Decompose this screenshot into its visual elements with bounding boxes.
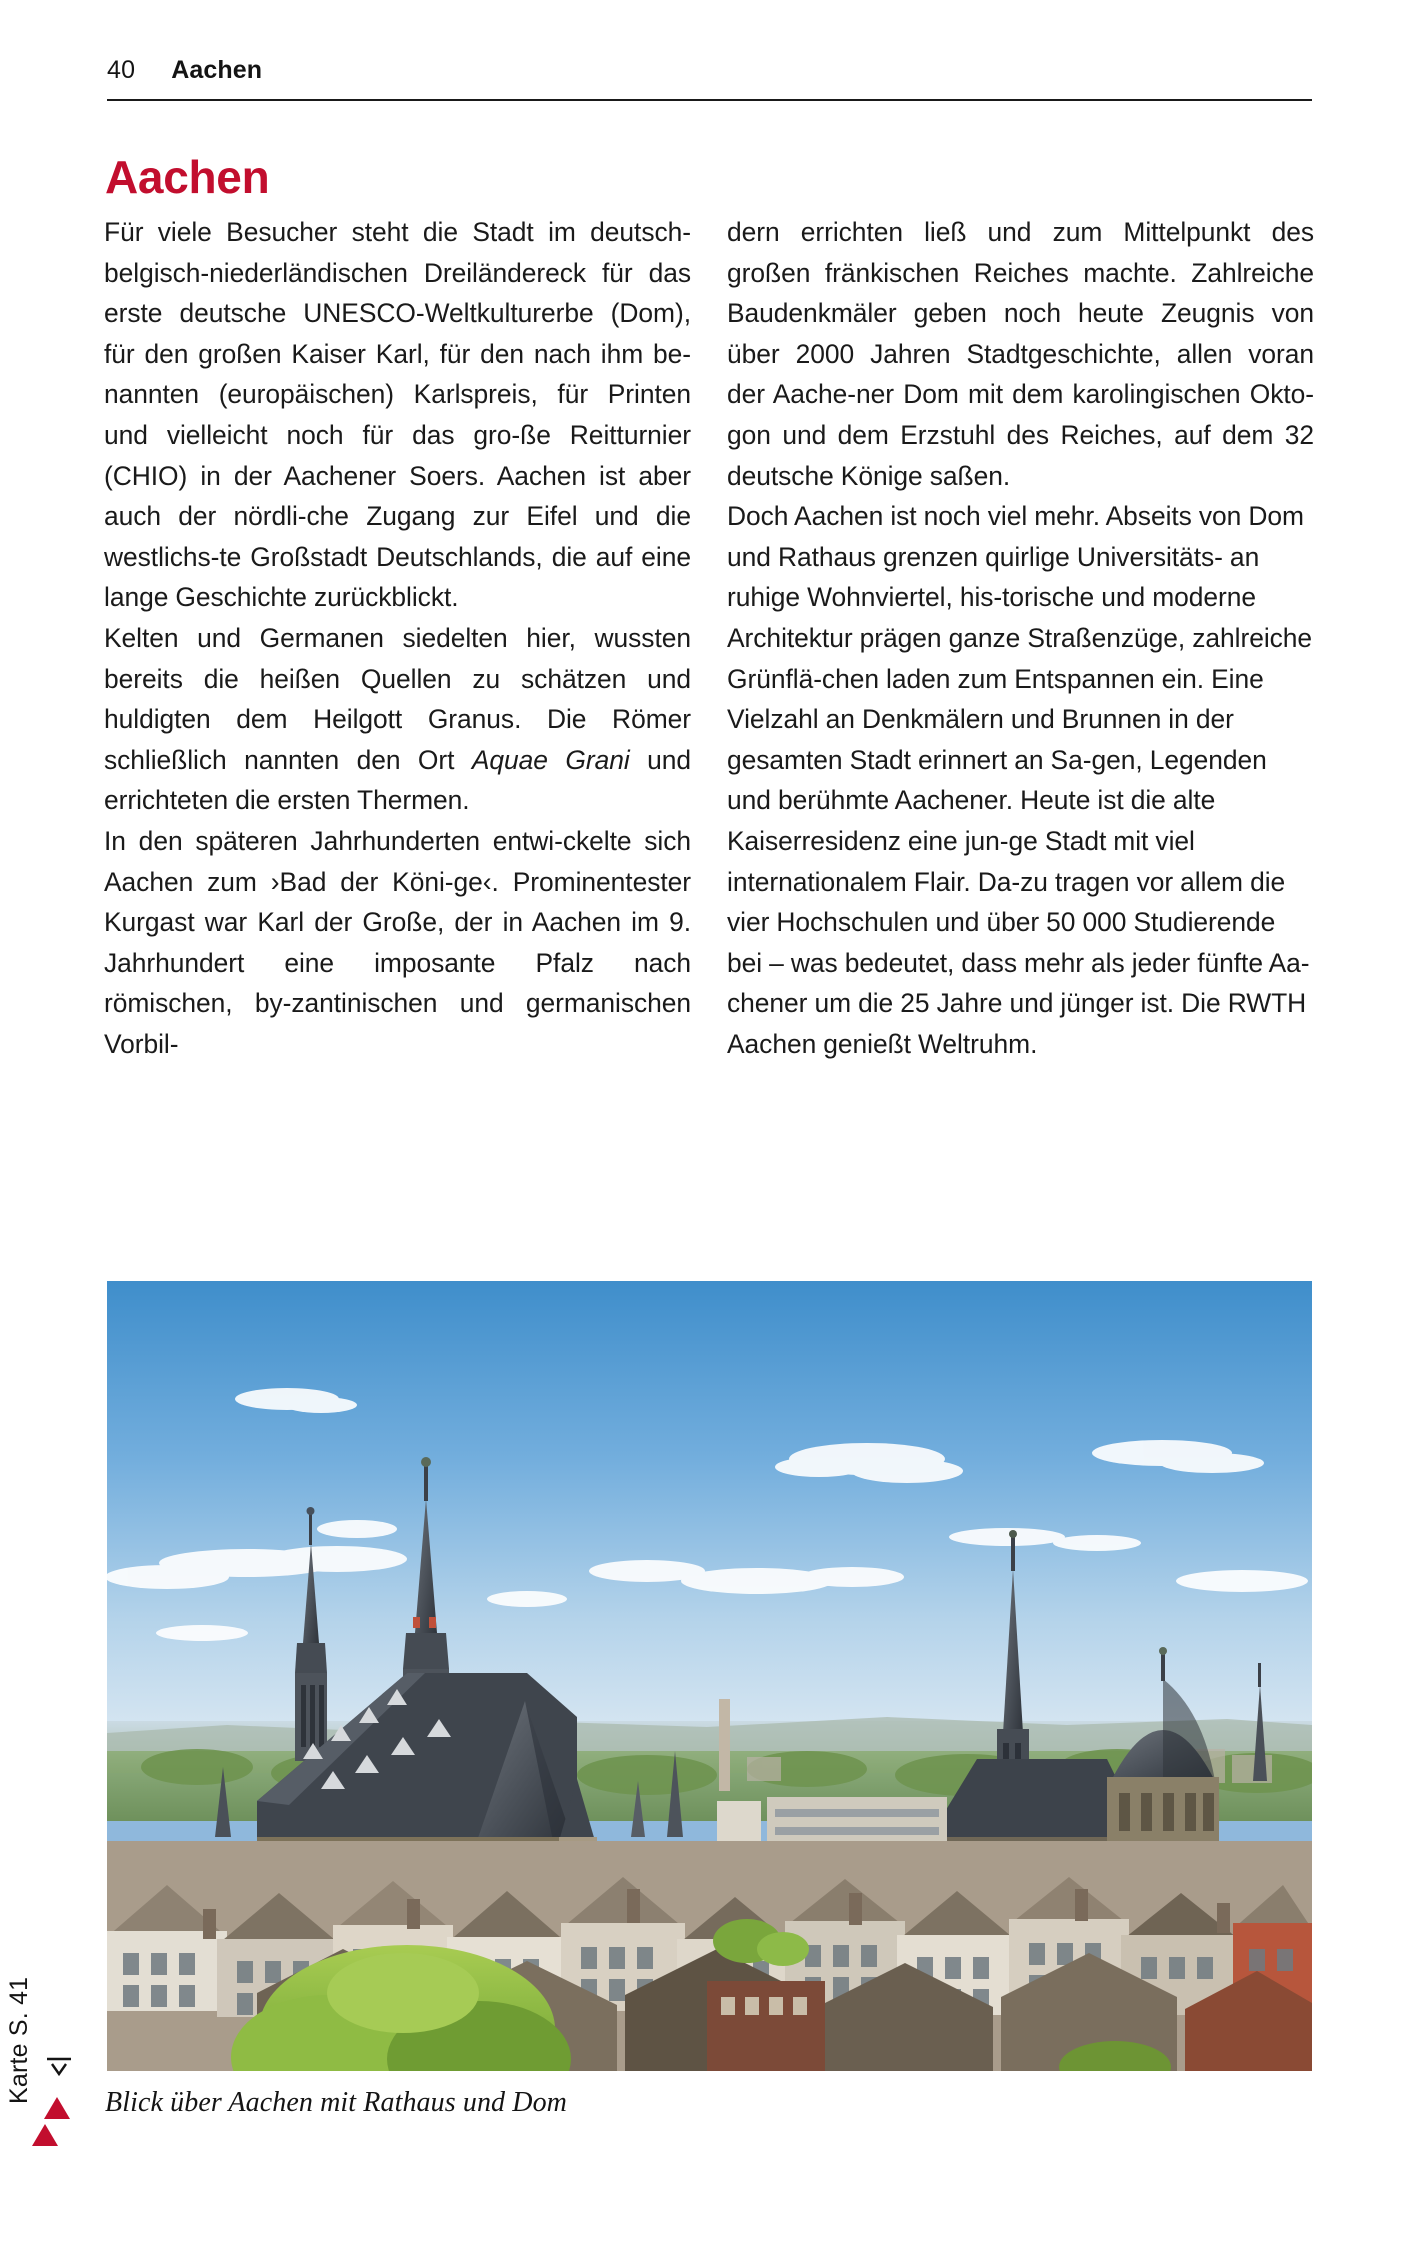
crop-mark-icon	[44, 2055, 74, 2081]
paragraph-modern-city-text: Doch Aachen ist noch viel mehr. Abseits von Dom und Rathaus grenzen quirlige Universitäts- an ruhige Wohnviertel, his-torische und moderne Architektur prägen ganze Straßenzüge, zahlreiche Grünflä-chen laden zum Entspannen ein. Eine Vielzahl an Denkmälern und Brunnen in der gesamten Stadt erinnert an Sa-gen, Legenden und berühmte Aachener. Heute ist die alte Kaiserresidenz eine jun-ge Stadt mit viel internationalem Flair. Da-zu tragen vor allem die vier Hochschulen und über 50 000 Studierende bei – was bedeutet, dass mehr als jeder fünfte Aa-chener um die 25 Jahre und jünger ist. Die RWTH Aachen genießt Weltruhm.	[727, 501, 1313, 1059]
red-triangle-up-icon	[32, 2124, 58, 2146]
running-head	[107, 56, 1312, 85]
paragraph-roman-origins-post: und errichteten die ersten Thermen.	[104, 744, 691, 816]
paragraph-intro	[104, 212, 691, 618]
page-number: 40	[107, 56, 136, 84]
page-title: Aachen	[105, 150, 270, 203]
body-columns	[104, 212, 1314, 1064]
paragraph-roman-origins	[104, 618, 691, 821]
photo-illustration	[107, 1281, 1312, 2071]
red-triangle-up-icon	[44, 2097, 70, 2119]
left-column	[104, 212, 691, 1064]
photo-panorama-aachen	[107, 1281, 1312, 2071]
margin-map-reference-label: Karte S. 41	[5, 1976, 33, 2104]
header-divider	[107, 99, 1312, 101]
paragraph-roman-origins-pre: Kelten und Germanen siedelten hier, wussten bereits die heißen Quellen zu schätzen und huldigten dem Heilgott Granus. Die Römer schließlich nannten den Ort	[104, 622, 691, 775]
paragraph-modern-city	[727, 496, 1314, 1064]
paragraph-middle-ages	[104, 821, 691, 1065]
photo-caption-text: Blick über Aachen mit Rathaus und Dom	[105, 2087, 567, 2118]
photo-caption	[44, 2088, 1314, 2119]
paragraph-middle-ages-text: In den späteren Jahrhunderten entwi-ckelte sich Aachen zum ›Bad der Köni-ge‹. Prominentester Kurgast war Karl der Große, der in Aachen im 9. Jahrhundert eine imposante Pfalz nach römischen, by-zantinischen und germanischen Vorbil-	[104, 825, 691, 1059]
latin-place-name: Aquae Grani	[471, 744, 630, 775]
right-column	[727, 212, 1314, 1064]
running-head-title: Aachen	[171, 56, 263, 84]
paragraph-charlemagne	[727, 212, 1314, 496]
paragraph-charlemagne-text: dern errichten ließ und zum Mittelpunkt des großen fränkischen Reiches machte. Zahlreiche Baudenkmäler geben noch heute Zeugnis von über 2000 Jahren Stadtgeschichte, allen voran der Aache-ner Dom mit dem karolingischen Okto-gon und dem Erzstuhl des Reiches, auf dem 32 deutsche Könige saßen.	[727, 217, 1314, 491]
paragraph-intro-text: Für viele Besucher steht die Stadt im deutsch-belgisch-niederländischen Dreiländereck für das erste deutsche UNESCO-Weltkulturerbe (Dom), für den großen Kaiser Karl, für den nach ihm be-nannten (europäischen) Karlspreis, für Printen und vielleicht noch für das gro-ße Reitturnier (CHIO) in der Aachener Soers. Aachen ist aber auch der nördli-che Zugang zur Eifel und die westlichs-te Großstadt Deutschlands, die auf eine lange Geschichte zurückblickt.	[104, 217, 691, 613]
